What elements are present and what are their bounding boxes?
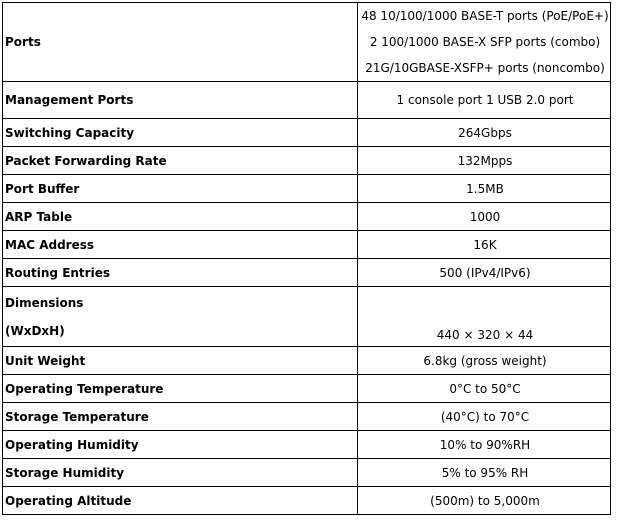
row-label: Storage Temperature [3,403,358,431]
row-label: Management Ports [3,82,358,119]
row-label: Operating Humidity [3,431,358,459]
table-row-operating-temperature [3,375,611,403]
row-value: 500 (IPv4/IPv6) [358,259,611,287]
row-label: Storage Humidity [3,459,358,487]
ports-value-line: 21G/10GBASE-XSFP+ ports (noncombo) [365,61,605,75]
row-value: 0°C to 50°C [358,375,611,403]
row-value: 10% to 90%RH [358,431,611,459]
table-row-operating-humidity [3,431,611,459]
table-row-operating-altitude [3,487,611,515]
table-row-dimensions [3,287,611,347]
row-value: (500m) to 5,000m [358,487,611,515]
table-row-routing-entries [3,259,611,287]
table-row-switching-capacity [3,119,611,147]
row-label: Switching Capacity [3,119,358,147]
table-row-ports [3,3,611,82]
row-value: (40°C) to 70°C [358,403,611,431]
table-row-management-ports [3,82,611,119]
row-label: Operating Temperature [3,375,358,403]
row-value: 16K [358,231,611,259]
row-label: Port Buffer [3,175,358,203]
row-label: Packet Forwarding Rate [3,147,358,175]
row-value: 5% to 95% RH [358,459,611,487]
ports-value-line: 48 10/100/1000 BASE-T ports (PoE/PoE+) [361,9,609,23]
row-value: 6.8kg (gross weight) [358,347,611,375]
table-row-mac-address [3,231,611,259]
row-label: Unit Weight [3,347,358,375]
dimensions-label-line: Dimensions [5,295,84,310]
row-value: 1.5MB [358,175,611,203]
table-row-arp-table [3,203,611,231]
ports-value-line: 2 100/1000 BASE-X SFP ports (combo) [369,35,601,49]
dimensions-label-line: (WxDxH) [5,323,65,338]
row-label: Routing Entries [3,259,358,287]
row-label: MAC Address [3,231,358,259]
table-row-port-buffer [3,175,611,203]
specifications-table [2,2,611,515]
row-label: ARP Table [3,203,358,231]
table-row-unit-weight [3,347,611,375]
table-row-packet-forwarding-rate [3,147,611,175]
row-label: Ports [3,3,358,82]
row-value [358,3,611,82]
table-row-storage-temperature [3,403,611,431]
row-value: 440 × 320 × 44 [358,287,611,347]
row-value: 132Mpps [358,147,611,175]
row-value: 1000 [358,203,611,231]
row-value: 264Gbps [358,119,611,147]
row-value: 1 console port 1 USB 2.0 port [358,82,611,119]
table-row-storage-humidity [3,459,611,487]
row-label [3,287,358,347]
row-label: Operating Altitude [3,487,358,515]
